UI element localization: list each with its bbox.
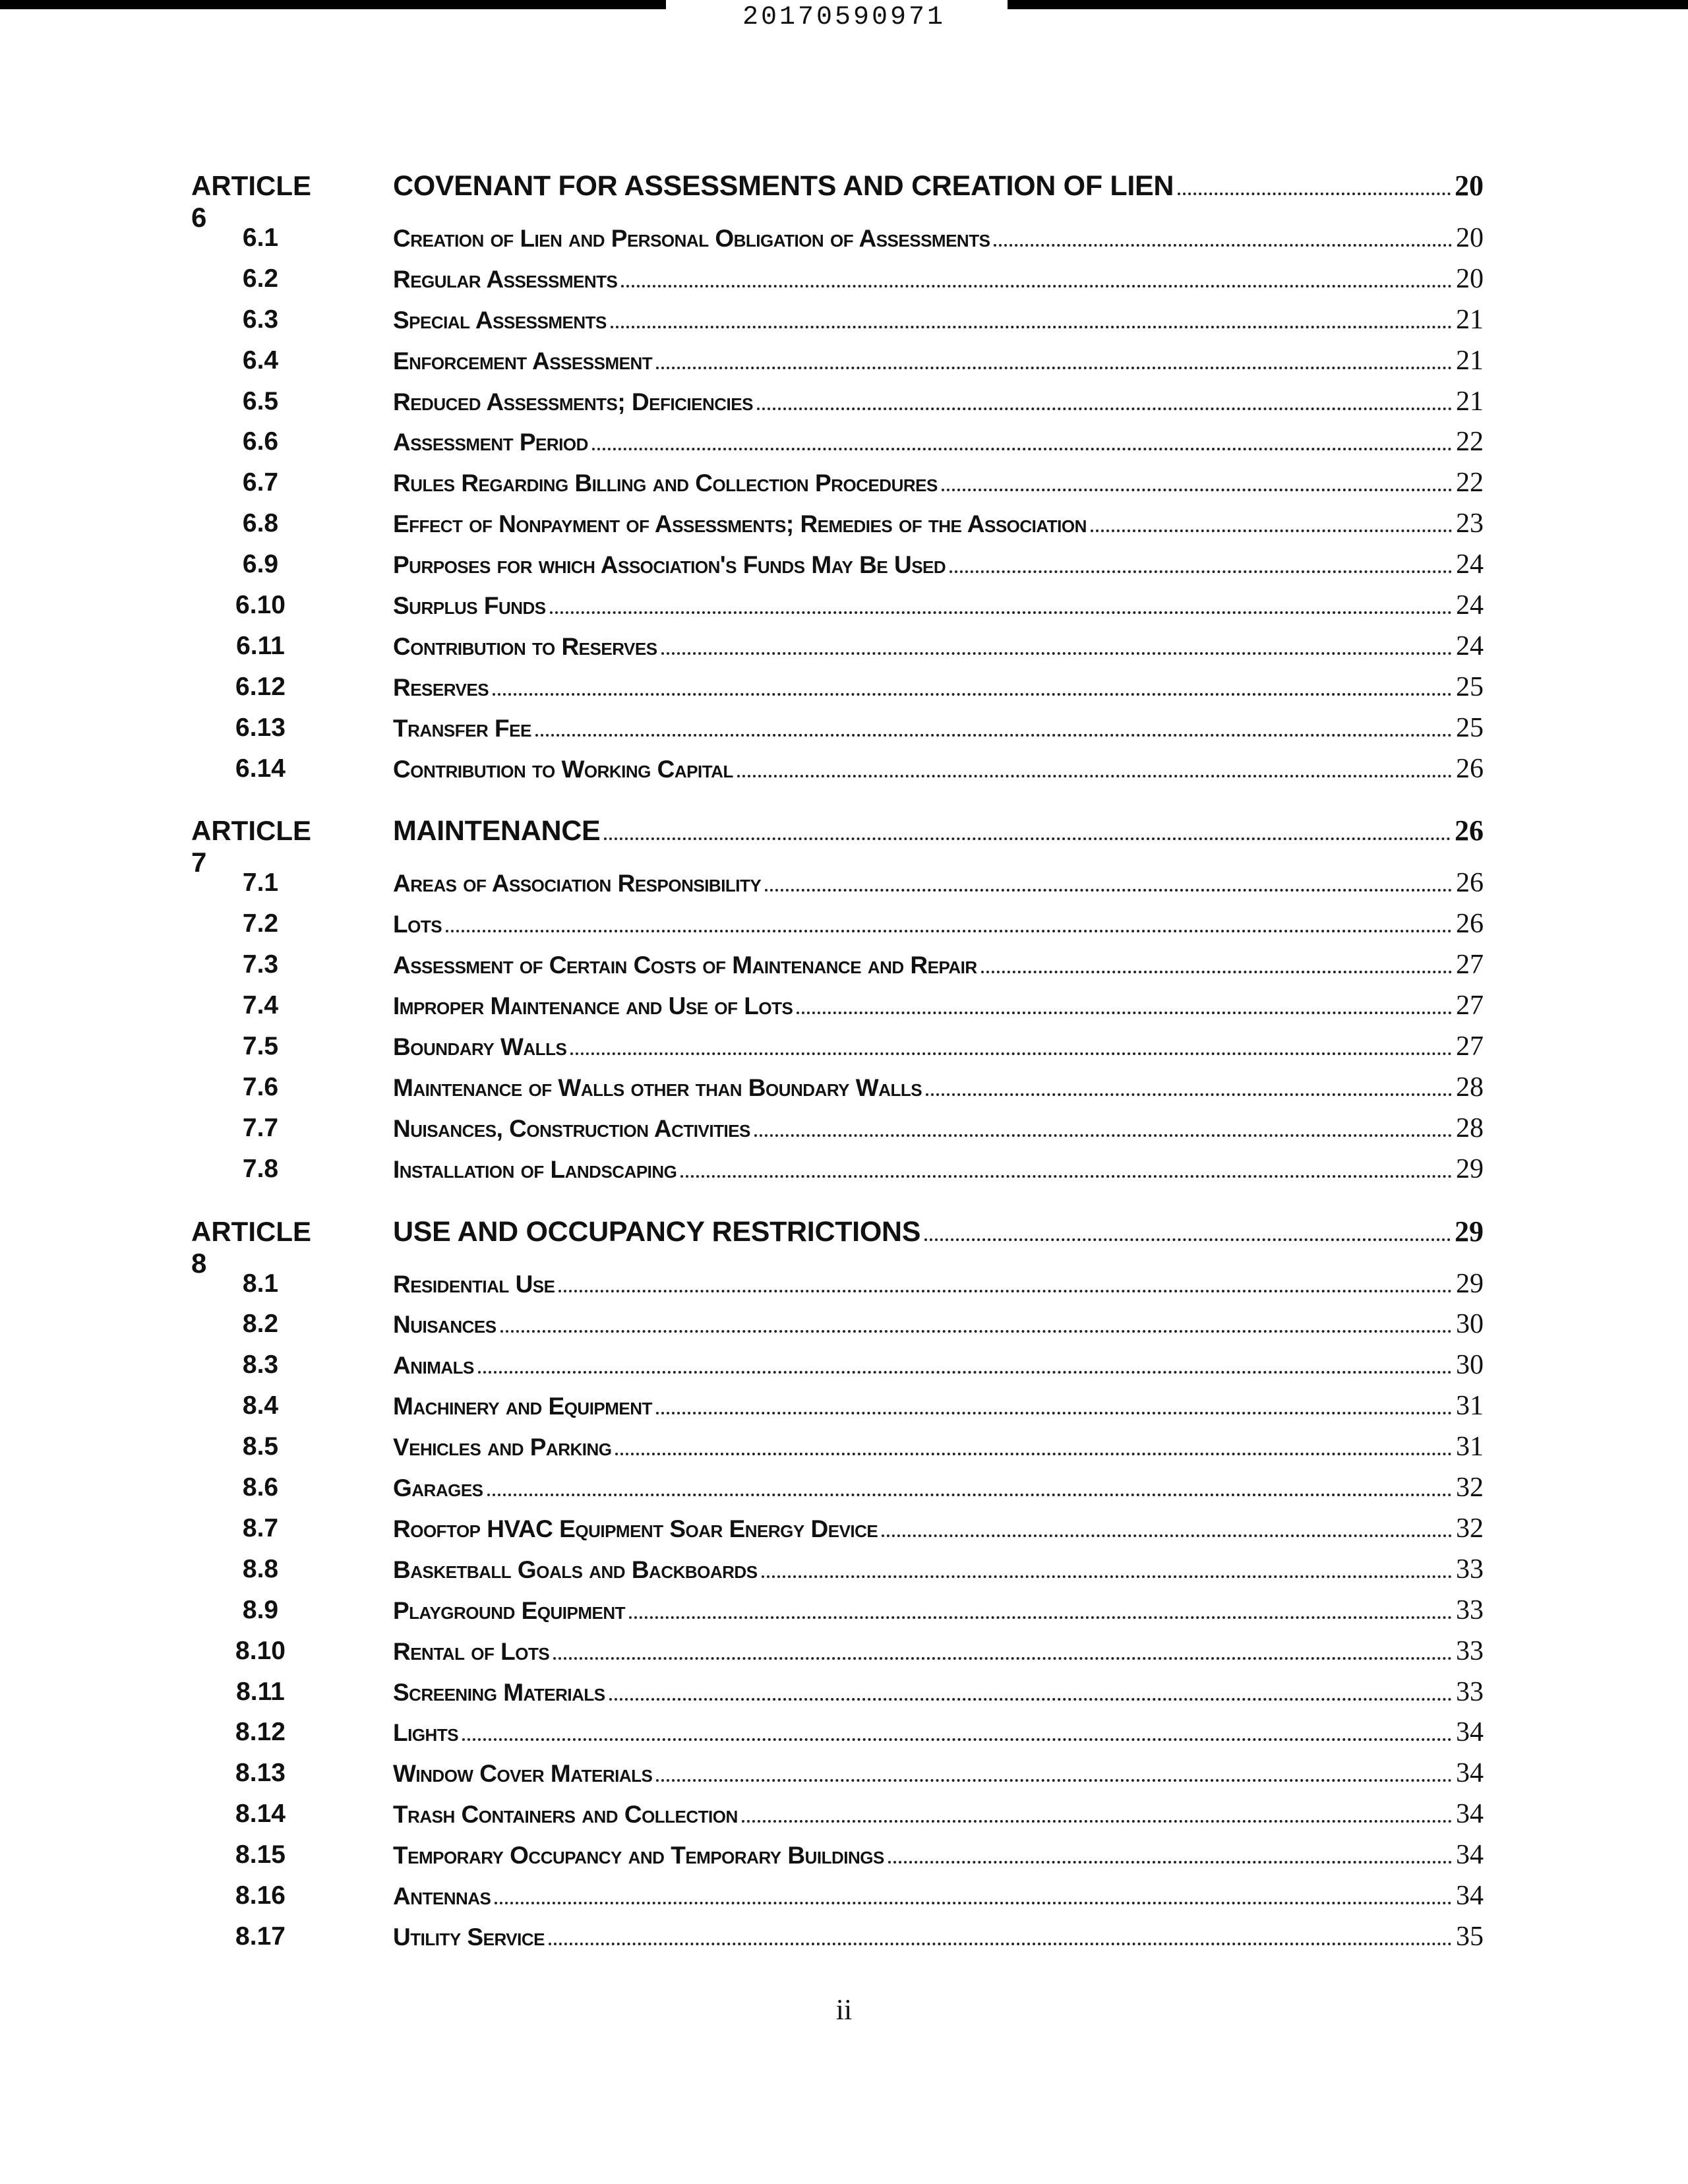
section-title: Surplus Funds bbox=[393, 592, 546, 620]
page-ref: 34 bbox=[1456, 1880, 1484, 1911]
toc-entry-line bbox=[393, 1839, 1484, 1871]
toc-entry-line bbox=[393, 867, 1484, 899]
toc-section-row bbox=[0, 706, 1688, 746]
page-ref: 33 bbox=[1456, 1554, 1484, 1585]
toc-entry-line bbox=[393, 590, 1484, 621]
toc-section-row bbox=[0, 1261, 1688, 1302]
section-number: 7.4 bbox=[242, 991, 279, 1020]
section-number: 8.16 bbox=[235, 1881, 286, 1910]
dot-leader bbox=[500, 1330, 1452, 1333]
section-title: Contribution to Reserves bbox=[393, 632, 657, 660]
section-number: 8.1 bbox=[242, 1269, 279, 1298]
dot-leader bbox=[478, 1371, 1452, 1374]
section-number: 7.1 bbox=[242, 868, 279, 897]
toc-article-row bbox=[0, 158, 1688, 233]
toc-entry-line bbox=[393, 990, 1484, 1021]
page-ref: 33 bbox=[1456, 1594, 1484, 1625]
page-ref: 24 bbox=[1456, 630, 1484, 661]
toc-entry-line bbox=[393, 1390, 1484, 1422]
dot-leader bbox=[942, 489, 1452, 491]
toc-entry-line bbox=[393, 386, 1484, 417]
dot-leader bbox=[549, 1943, 1452, 1945]
section-title: Trash Containers and Collection bbox=[393, 1801, 738, 1829]
page-ref: 21 bbox=[1456, 304, 1484, 335]
document-number: 20170590971 bbox=[742, 3, 946, 32]
dot-leader bbox=[621, 285, 1452, 288]
toc-section-row bbox=[0, 861, 1688, 901]
page-ref: 20 bbox=[1456, 263, 1484, 294]
section-number: 6.1 bbox=[242, 224, 279, 252]
toc-entry-line bbox=[393, 908, 1484, 940]
toc-section-row bbox=[0, 419, 1688, 460]
toc-entry-line bbox=[393, 1513, 1484, 1544]
section-title: Basketball Goals and Backboards bbox=[393, 1556, 758, 1583]
dot-leader bbox=[765, 889, 1452, 892]
dot-leader bbox=[1178, 193, 1451, 195]
toc-section-row bbox=[0, 746, 1688, 787]
section-title: Installation of Landscaping bbox=[393, 1155, 677, 1183]
toc-section-row bbox=[0, 216, 1688, 257]
dot-leader bbox=[797, 1012, 1452, 1014]
dot-leader bbox=[1091, 530, 1452, 532]
section-number: 6.4 bbox=[242, 346, 279, 375]
page-ref: 24 bbox=[1456, 549, 1484, 580]
dot-leader bbox=[762, 1575, 1452, 1578]
section-title: Assessment of Certain Costs of Maintenance and Repair bbox=[393, 952, 977, 979]
dot-leader bbox=[462, 1738, 1452, 1741]
toc-entry-line bbox=[393, 1308, 1484, 1340]
toc-entry-line bbox=[393, 1921, 1484, 1953]
toc-entry-line bbox=[393, 753, 1484, 785]
page-ref: 25 bbox=[1456, 671, 1484, 702]
dot-leader bbox=[592, 448, 1452, 450]
dot-leader bbox=[446, 930, 1452, 932]
toc-entry-line bbox=[393, 1798, 1484, 1830]
page-ref: 32 bbox=[1456, 1472, 1484, 1503]
toc-section-row bbox=[0, 257, 1688, 297]
section-number: 8.2 bbox=[242, 1310, 279, 1339]
toc-section-row bbox=[0, 1506, 1688, 1547]
toc-entry-line bbox=[393, 1554, 1484, 1585]
section-title: Improper Maintenance and Use of Lots bbox=[393, 992, 793, 1020]
page-ref: 27 bbox=[1456, 1031, 1484, 1062]
toc-section-row bbox=[0, 583, 1688, 624]
toc-section-row bbox=[0, 1751, 1688, 1792]
page-ref: 33 bbox=[1456, 1676, 1484, 1707]
section-title: Enforcement Assessment bbox=[393, 347, 653, 375]
page-ref: 28 bbox=[1456, 1112, 1484, 1143]
toc-entry-line bbox=[393, 1112, 1484, 1144]
section-title: Assessment Period bbox=[393, 429, 588, 456]
section-number: 6.10 bbox=[235, 591, 286, 620]
section-number: 6.7 bbox=[242, 468, 279, 497]
page-ref: 29 bbox=[1456, 1153, 1484, 1184]
dot-leader bbox=[656, 1412, 1452, 1414]
section-number: 8.6 bbox=[242, 1473, 279, 1502]
dot-leader bbox=[950, 570, 1452, 573]
section-title: Lights bbox=[393, 1719, 459, 1747]
section-number: 6.11 bbox=[236, 631, 285, 660]
toc-section-row bbox=[0, 942, 1688, 983]
page-ref: 29 bbox=[1456, 1268, 1484, 1299]
section-title: Animals bbox=[393, 1352, 474, 1380]
toc-entry-line bbox=[393, 1349, 1484, 1381]
toc-section-row bbox=[0, 624, 1688, 665]
section-number: 6.12 bbox=[235, 672, 286, 701]
dot-leader bbox=[611, 326, 1452, 328]
toc-entry-line bbox=[393, 1215, 1484, 1248]
toc-entry-line bbox=[393, 345, 1484, 377]
section-number: 8.17 bbox=[235, 1922, 286, 1951]
dot-leader bbox=[615, 1453, 1452, 1455]
dot-leader bbox=[994, 244, 1452, 247]
toc-entry-line bbox=[393, 1594, 1484, 1626]
section-title: Vehicles and Parking bbox=[393, 1434, 612, 1461]
toc-entry-line bbox=[393, 1635, 1484, 1667]
article-title: MAINTENANCE bbox=[393, 815, 601, 847]
dot-leader bbox=[742, 1820, 1452, 1823]
section-title: Regular Assessments bbox=[393, 265, 618, 293]
toc-entry-line bbox=[393, 1268, 1484, 1300]
page-ref: 21 bbox=[1456, 386, 1484, 417]
page-ref: 31 bbox=[1456, 1391, 1484, 1422]
page-ref: 34 bbox=[1456, 1840, 1484, 1871]
section-number: 7.6 bbox=[242, 1072, 279, 1101]
section-title: Rooftop HVAC Equipment Soar Energy Device bbox=[393, 1515, 878, 1542]
toc-entry-line bbox=[393, 1472, 1484, 1503]
toc-entry-line bbox=[393, 1757, 1484, 1789]
table-of-contents bbox=[0, 158, 1688, 1955]
toc-entry-line bbox=[393, 508, 1484, 539]
toc-section-row bbox=[0, 1588, 1688, 1629]
section-number: 8.8 bbox=[242, 1554, 279, 1583]
toc-section-row bbox=[0, 501, 1688, 542]
toc-section-row bbox=[0, 1343, 1688, 1383]
section-number: 7.5 bbox=[242, 1032, 279, 1061]
section-title: Rules Regarding Billing and Collection Procedures bbox=[393, 470, 938, 497]
toc-entry-line bbox=[393, 1431, 1484, 1463]
section-number: 8.7 bbox=[242, 1513, 279, 1542]
toc-entry-line bbox=[393, 630, 1484, 662]
toc-section-row bbox=[0, 460, 1688, 501]
article-number: ARTICLE 6 bbox=[191, 170, 311, 233]
dot-leader bbox=[493, 693, 1452, 696]
dot-leader bbox=[629, 1616, 1452, 1619]
dot-leader bbox=[487, 1494, 1452, 1496]
dot-leader bbox=[570, 1052, 1452, 1055]
page-ref: 23 bbox=[1456, 508, 1484, 539]
page-ref: 22 bbox=[1456, 427, 1484, 458]
section-number: 7.3 bbox=[242, 950, 279, 979]
dot-leader bbox=[558, 1290, 1452, 1292]
toc-section-row bbox=[0, 983, 1688, 1024]
section-title: Contribution to Working Capital bbox=[393, 755, 733, 783]
section-title: Residential Use bbox=[393, 1270, 555, 1298]
toc-entry-line bbox=[393, 949, 1484, 981]
page-ref: 25 bbox=[1456, 712, 1484, 743]
section-title: Rental of Lots bbox=[393, 1637, 550, 1665]
toc-section-row bbox=[0, 1302, 1688, 1343]
page-ref: 21 bbox=[1456, 345, 1484, 376]
toc-section-row bbox=[0, 1547, 1688, 1588]
page-ref: 35 bbox=[1456, 1921, 1484, 1952]
page-ref: 26 bbox=[1455, 814, 1484, 847]
page-ref: 22 bbox=[1456, 468, 1484, 499]
dot-leader bbox=[757, 408, 1452, 410]
dot-leader bbox=[737, 775, 1452, 777]
toc-entry-line bbox=[393, 467, 1484, 499]
page-ref: 31 bbox=[1456, 1432, 1484, 1463]
toc-entry-line bbox=[393, 222, 1484, 254]
section-title: Areas of Association Responsibility bbox=[393, 870, 762, 897]
page-ref: 26 bbox=[1456, 868, 1484, 899]
toc-section-row bbox=[0, 901, 1688, 942]
page-ref: 26 bbox=[1456, 909, 1484, 940]
dot-leader bbox=[926, 1093, 1452, 1096]
toc-entry-line bbox=[393, 712, 1484, 744]
dot-leader bbox=[924, 1238, 1451, 1241]
section-title: Temporary Occupancy and Temporary Buildings bbox=[393, 1842, 884, 1869]
toc-section-row bbox=[0, 338, 1688, 379]
toc-section-row bbox=[0, 379, 1688, 420]
section-title: Antennas bbox=[393, 1882, 491, 1910]
toc-section-row bbox=[0, 1629, 1688, 1670]
toc-section-row bbox=[0, 297, 1688, 338]
article-number: ARTICLE 7 bbox=[191, 815, 311, 878]
toc-entry-line bbox=[393, 1153, 1484, 1185]
page-ref: 34 bbox=[1456, 1758, 1484, 1789]
section-title: Window Cover Materials bbox=[393, 1760, 653, 1788]
section-number: 6.6 bbox=[242, 427, 279, 456]
section-number: 7.8 bbox=[242, 1154, 279, 1183]
dot-leader bbox=[656, 1779, 1452, 1782]
article-number: ARTICLE 8 bbox=[191, 1215, 311, 1279]
page-ref: 30 bbox=[1456, 1309, 1484, 1340]
dot-leader bbox=[604, 837, 1451, 840]
section-title: Lots bbox=[393, 911, 442, 938]
section-title: Reserves bbox=[393, 673, 489, 701]
section-title: Machinery and Equipment bbox=[393, 1393, 652, 1420]
toc-section-row bbox=[0, 1833, 1688, 1873]
toc-entry-line bbox=[393, 304, 1484, 336]
section-number: 8.10 bbox=[235, 1636, 286, 1665]
page-ref: 30 bbox=[1456, 1350, 1484, 1381]
dot-leader bbox=[535, 734, 1452, 737]
section-title: Screening Materials bbox=[393, 1678, 605, 1706]
dot-leader bbox=[754, 1134, 1452, 1137]
section-number: 8.3 bbox=[242, 1350, 279, 1380]
page-ref: 32 bbox=[1456, 1513, 1484, 1544]
dot-leader bbox=[550, 611, 1452, 614]
section-title: Purposes for which Association's Funds May Be Used bbox=[393, 551, 946, 579]
dot-leader bbox=[661, 652, 1452, 655]
toc-entry-line bbox=[393, 263, 1484, 295]
page-number: ii bbox=[835, 1993, 853, 2026]
section-number: 8.13 bbox=[235, 1759, 286, 1788]
section-title: Utility Service bbox=[393, 1923, 545, 1951]
page-ref: 33 bbox=[1456, 1635, 1484, 1666]
section-title: Nuisances, Construction Activities bbox=[393, 1114, 750, 1142]
section-number: 6.5 bbox=[242, 386, 279, 415]
section-number: 8.12 bbox=[235, 1718, 286, 1747]
section-title: Transfer Fee bbox=[393, 714, 531, 742]
section-title: Special Assessments bbox=[393, 306, 607, 334]
toc-section-row bbox=[0, 1670, 1688, 1711]
toc-section-row bbox=[0, 1147, 1688, 1188]
toc-section-row bbox=[0, 1792, 1688, 1833]
section-number: 8.4 bbox=[242, 1391, 279, 1420]
toc-section-row bbox=[0, 665, 1688, 706]
toc-entry-line bbox=[393, 1072, 1484, 1103]
dot-leader bbox=[656, 367, 1452, 369]
dot-leader bbox=[981, 971, 1452, 973]
toc-entry-line bbox=[393, 814, 1484, 847]
section-title: Playground Equipment bbox=[393, 1596, 626, 1624]
toc-article-row bbox=[0, 803, 1688, 878]
page-ref: 34 bbox=[1456, 1799, 1484, 1830]
section-number: 8.9 bbox=[242, 1595, 279, 1624]
dot-leader bbox=[888, 1861, 1452, 1864]
toc-entry-line bbox=[393, 549, 1484, 580]
toc-entry-line bbox=[393, 1880, 1484, 1912]
toc-section-row bbox=[0, 1465, 1688, 1506]
page-ref: 26 bbox=[1456, 753, 1484, 784]
section-title: Maintenance of Walls other than Boundary Walls bbox=[393, 1074, 922, 1101]
section-title: Garages bbox=[393, 1474, 483, 1502]
page-ref: 20 bbox=[1456, 223, 1484, 253]
toc-section-row bbox=[0, 1424, 1688, 1465]
section-number: 7.7 bbox=[242, 1113, 279, 1142]
dot-leader bbox=[609, 1698, 1452, 1701]
toc-section-row bbox=[0, 542, 1688, 583]
section-number: 6.13 bbox=[235, 713, 286, 742]
section-title: Effect of Nonpayment of Assessments; Remedies of the Association bbox=[393, 510, 1087, 538]
dot-leader bbox=[882, 1534, 1452, 1537]
section-number: 6.14 bbox=[235, 754, 286, 783]
section-title: Reduced Assessments; Deficiencies bbox=[393, 388, 753, 415]
dot-leader bbox=[680, 1175, 1452, 1178]
toc-entry-line bbox=[393, 1676, 1484, 1708]
page-ref: 28 bbox=[1456, 1072, 1484, 1103]
section-number: 7.2 bbox=[242, 909, 279, 938]
page-ref: 24 bbox=[1456, 590, 1484, 621]
toc-section-row bbox=[0, 1065, 1688, 1106]
toc-entry-line bbox=[393, 426, 1484, 458]
page-ref: 29 bbox=[1455, 1215, 1484, 1248]
section-number: 8.11 bbox=[236, 1677, 285, 1706]
page-ref: 20 bbox=[1455, 169, 1484, 202]
section-title: Boundary Walls bbox=[393, 1033, 567, 1061]
toc-section-row bbox=[0, 1383, 1688, 1424]
section-number: 6.9 bbox=[242, 550, 279, 579]
toc-entry-line bbox=[393, 169, 1484, 202]
section-title: Nuisances bbox=[393, 1311, 497, 1339]
page-ref: 27 bbox=[1456, 950, 1484, 981]
article-title: USE AND OCCUPANCY RESTRICTIONS bbox=[393, 1215, 921, 1248]
page-ref: 27 bbox=[1456, 990, 1484, 1021]
page-ref: 34 bbox=[1456, 1717, 1484, 1748]
dot-leader bbox=[495, 1902, 1452, 1904]
section-number: 8.5 bbox=[242, 1432, 279, 1461]
section-number: 8.14 bbox=[235, 1800, 286, 1829]
toc-section-row bbox=[0, 1873, 1688, 1914]
section-number: 6.2 bbox=[242, 264, 279, 293]
section-number: 6.8 bbox=[242, 509, 279, 538]
toc-section-row bbox=[0, 1024, 1688, 1065]
toc-entry-line bbox=[393, 1031, 1484, 1062]
toc-section-row bbox=[0, 1710, 1688, 1751]
article-title: COVENANT FOR ASSESSMENTS AND CREATION OF LIEN bbox=[393, 170, 1174, 202]
toc-section-row bbox=[0, 1914, 1688, 1955]
dot-leader bbox=[553, 1657, 1452, 1660]
toc-section-row bbox=[0, 1106, 1688, 1147]
section-title: Creation of Lien and Personal Obligation of Assessments bbox=[393, 225, 990, 252]
toc-article-row bbox=[0, 1204, 1688, 1279]
toc-entry-line bbox=[393, 671, 1484, 703]
section-number: 8.15 bbox=[235, 1840, 286, 1869]
toc-entry-line bbox=[393, 1716, 1484, 1748]
section-number: 6.3 bbox=[242, 305, 279, 334]
